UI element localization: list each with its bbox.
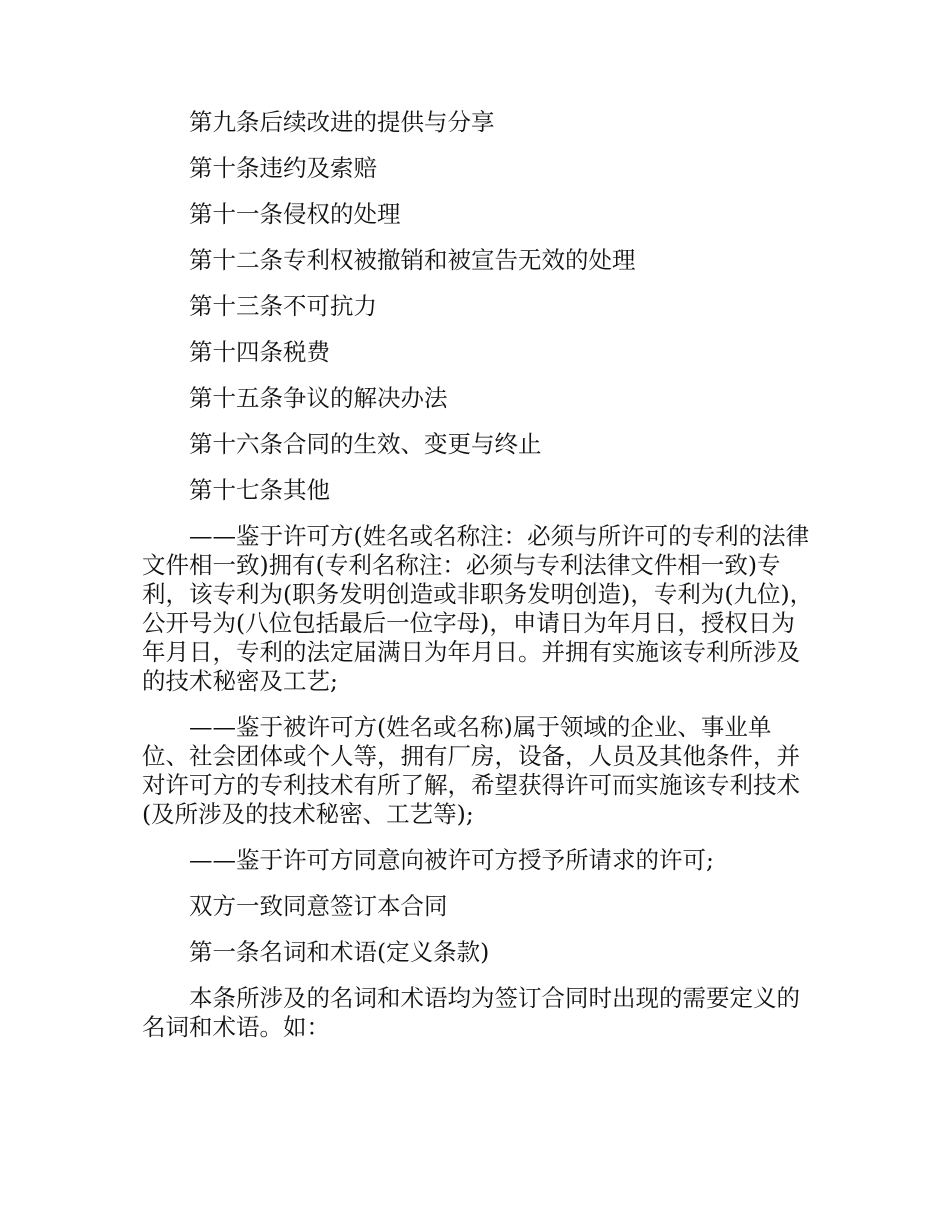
article-11-heading: 第十一条侵权的处理 <box>189 200 401 228</box>
article-14-heading: 第十四条税费 <box>189 338 330 366</box>
definitions-paragraph: 本条所涉及的名词和术语均为签订合同时出现的需要定义的名词和术语。如： <box>142 984 800 1041</box>
whereas-licensor-paragraph: ——鉴于许可方(姓名或名称注：必须与所许可的专利的法律文件相一致)拥有(专利名称注：必须与专利法律文件相一致)专利，该专利为(职务发明创造或非职务发明创造)，专利为(九位)，公开号为(八位包括最后一位字母)，申请日为年月日，授权日为年月日，专利的法定届满日为年月日。并拥有实施该专利所涉及的技术秘密及工艺; <box>142 522 814 695</box>
article-17-heading: 第十七条其他 <box>189 476 330 504</box>
whereas-agreement-paragraph: ——鉴于许可方同意向被许可方授予所请求的许可; <box>189 846 714 874</box>
article-9-heading: 第九条后续改进的提供与分享 <box>189 108 495 136</box>
mutual-agreement-paragraph: 双方一致同意签订本合同 <box>189 892 448 920</box>
article-15-heading: 第十五条争议的解决办法 <box>189 384 448 412</box>
article-16-heading: 第十六条合同的生效、变更与终止 <box>189 430 542 458</box>
article-1-heading: 第一条名词和术语(定义条款) <box>189 938 490 966</box>
article-13-heading: 第十三条不可抗力 <box>189 292 377 320</box>
article-12-heading: 第十二条专利权被撤销和被宣告无效的处理 <box>189 246 636 274</box>
whereas-licensee-paragraph: ——鉴于被许可方(姓名或名称)属于领域的企业、事业单位、社会团体或个人等，拥有厂房，设备，人员及其他条件，并对许可方的专利技术有所了解，希望获得许可而实施该专利技术(及所涉及的技术秘密、工艺等); <box>142 713 800 828</box>
document-body <box>142 108 814 1059</box>
article-10-heading: 第十条违约及索赔 <box>189 154 377 182</box>
